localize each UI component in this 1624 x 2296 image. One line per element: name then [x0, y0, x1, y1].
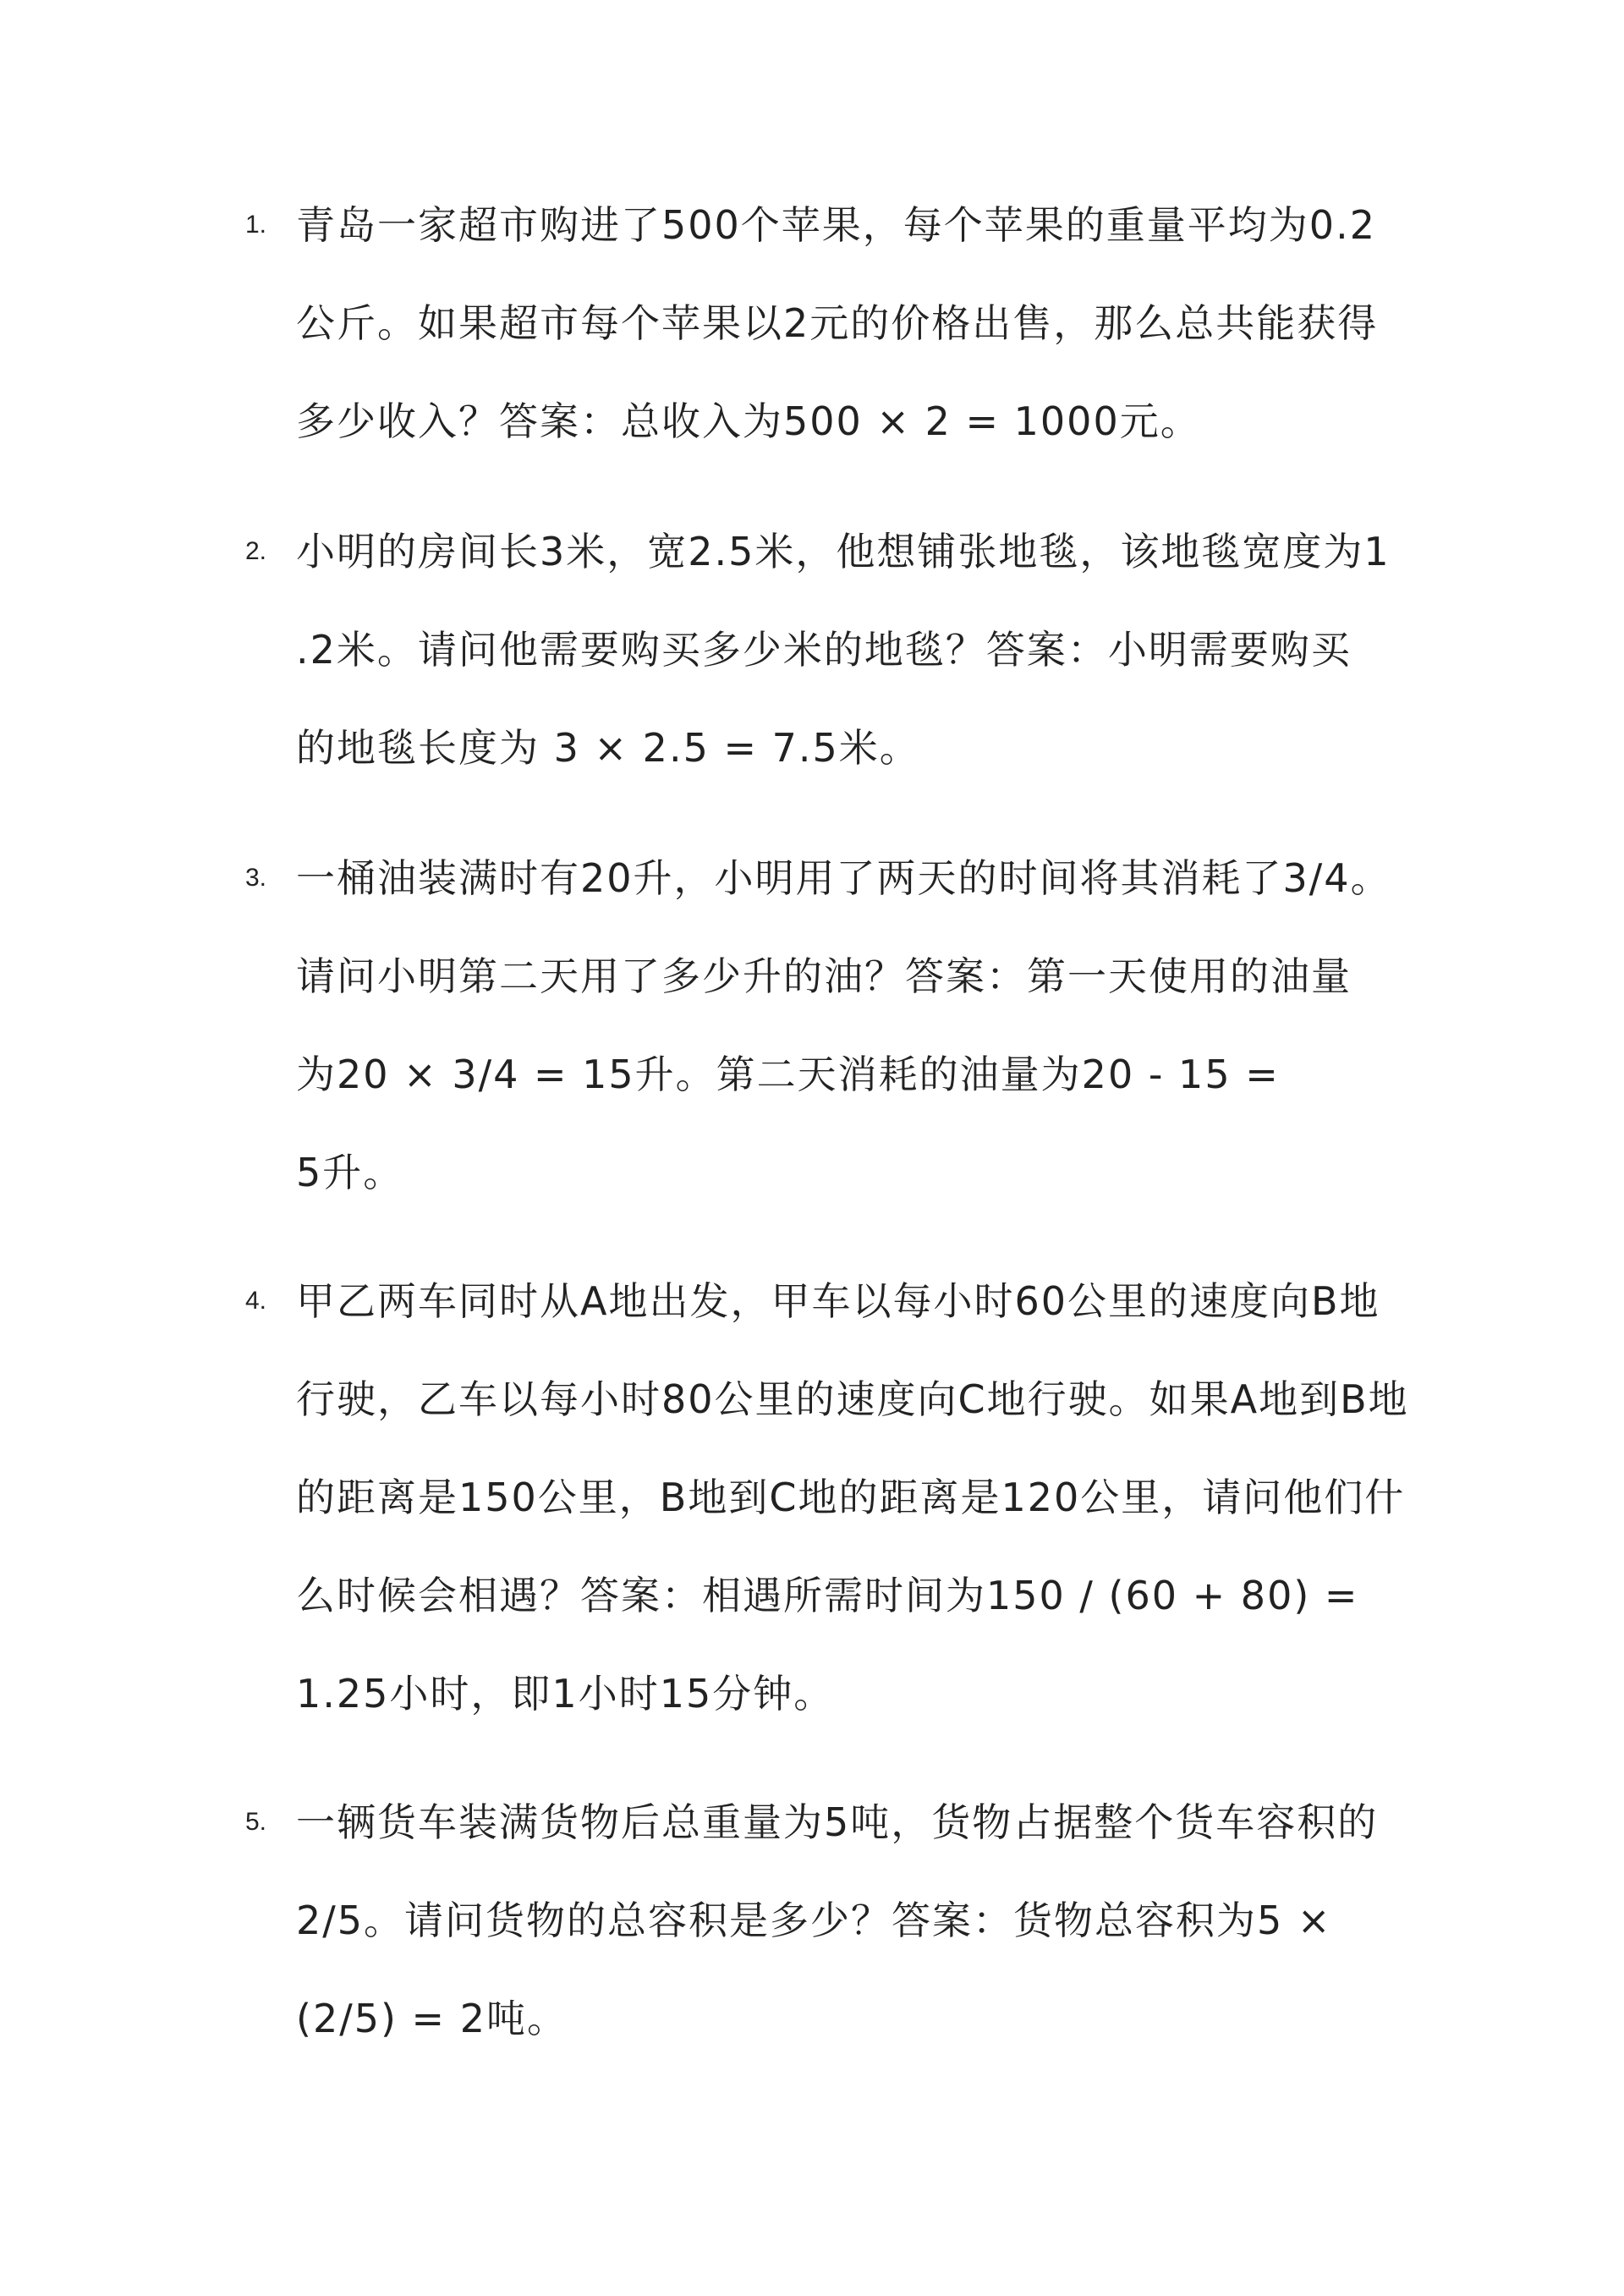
problem-number: 4. [245, 1287, 267, 1315]
problem-text-line: 1.25小时，即1小时15分钟。 [296, 1671, 835, 1717]
problem-text-line: .2米。请问他需要购买多少米的地毯？答案：小明需要购买 [296, 627, 1352, 673]
problem-text-line: 的地毯长度为 3 × 2.5 = 7.5米。 [296, 725, 920, 771]
problem-text-line: 多少收入？答案：总收入为500 × 2 = 1000元。 [296, 398, 1201, 444]
problem-text-line: 公斤。如果超市每个苹果以2元的价格出售，那么总共能获得 [296, 300, 1379, 346]
problem-text-line: 甲乙两车同时从A地出发，甲车以每小时60公里的速度向B地 [296, 1278, 1380, 1324]
problem-text-line: 5升。 [296, 1150, 404, 1195]
problem-text-line: 2/5。请问货物的总容积是多少？答案：货物总容积为5 × [296, 1898, 1332, 1943]
problem-text-line: 的距离是150公里，B地到C地的距离是120公里，请问他们什 [296, 1475, 1406, 1520]
problem-text-line: 小明的房间长3米，宽2.5米，他想铺张地毯，该地毯宽度为1 [296, 529, 1391, 574]
problem-text-line: 一辆货车装满货物后总重量为5吨，货物占据整个货车容积的 [296, 1799, 1379, 1845]
problem-text-line: 一桶油装满时有20升，小明用了两天的时间将其消耗了3/4。 [296, 855, 1391, 901]
problem-text-line: 么时候会相遇？答案：相遇所需时间为150 / (60 + 80) = [296, 1573, 1359, 1618]
problem-number: 5. [245, 1808, 267, 1836]
problem-number: 2. [245, 537, 267, 565]
problem-text-line: (2/5) = 2吨。 [296, 1996, 568, 2041]
problem-number: 1. [245, 211, 267, 239]
problem-text-line: 行驶，乙车以每小时80公里的速度向C地行驶。如果A地到B地 [296, 1376, 1409, 1422]
problem-number: 3. [245, 864, 267, 892]
problem-text-line: 为20 × 3/4 = 15升。第二天消耗的油量为20 - 15 = [296, 1052, 1280, 1097]
problem-text-line: 青岛一家超市购进了500个苹果，每个苹果的重量平均为0.2 [296, 202, 1376, 248]
problem-text-line: 请问小明第二天用了多少升的油？答案：第一天使用的油量 [296, 953, 1352, 999]
